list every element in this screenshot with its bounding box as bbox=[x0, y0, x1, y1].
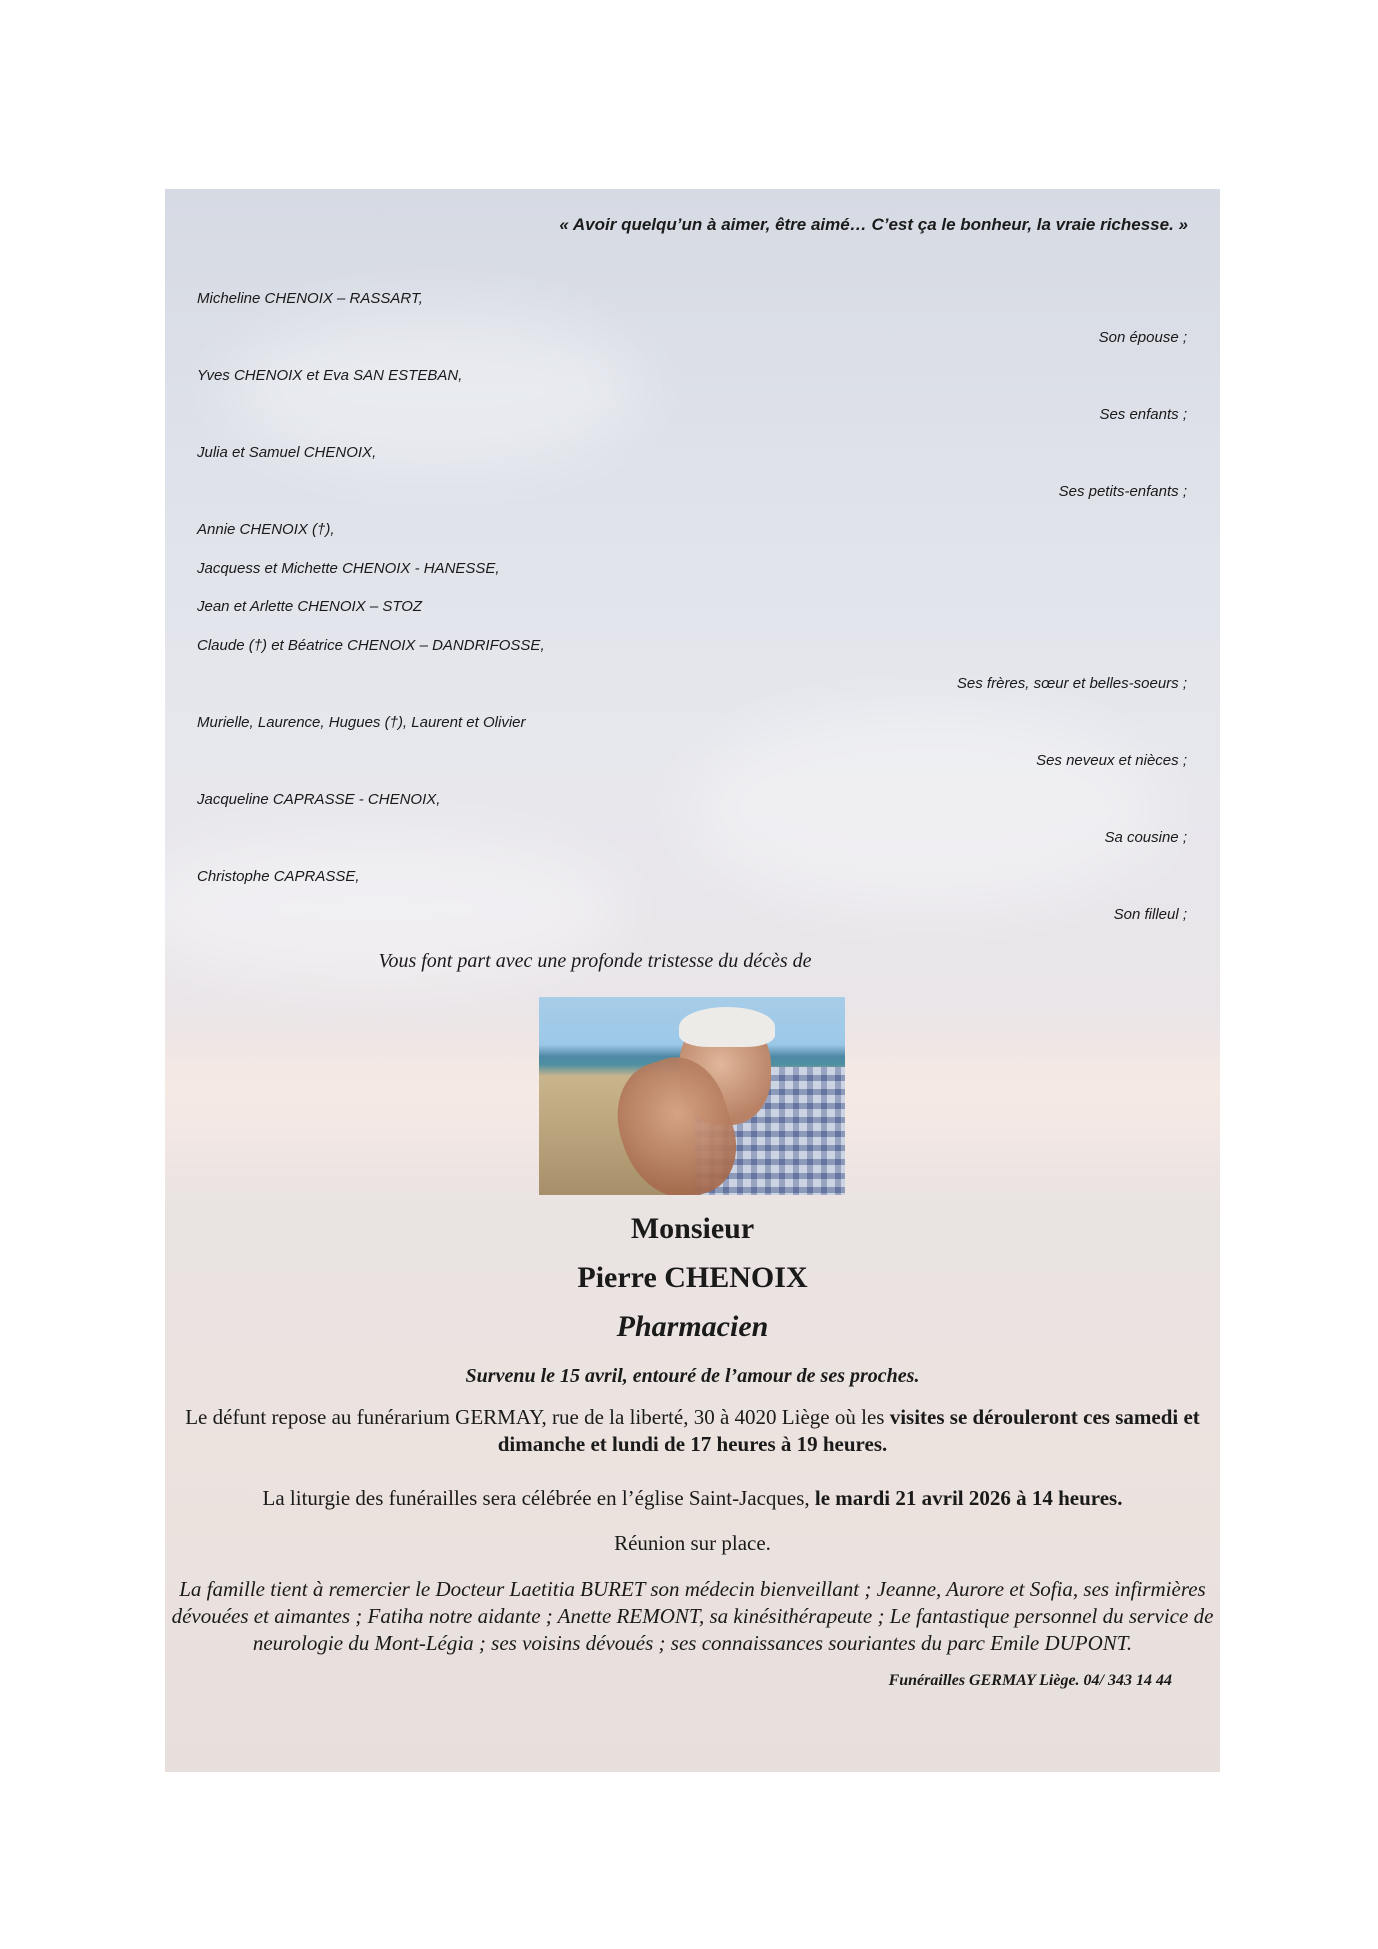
viewing-info-times: visites se dérouleront ces samedi et dimanche et lundi de 17 heures à 19 heures. bbox=[497, 1405, 1200, 1456]
viewing-info-text: Le défunt repose au funérarium GERMAY, rue de la liberté, 30 à 4020 Liège où les bbox=[185, 1405, 890, 1429]
funeral-info bbox=[165, 1485, 1220, 1512]
family-member: Annie CHENOIX (†), bbox=[197, 521, 335, 538]
family-member: Claude (†) et Béatrice CHENOIX – DANDRIFOSSE, bbox=[197, 636, 545, 654]
deceased-profession: Pharmacien bbox=[616, 1310, 769, 1343]
family-member: Micheline CHENOIX – RASSART, bbox=[197, 290, 423, 307]
family-relation: Ses frères, sœur et belles-soeurs ; bbox=[956, 675, 1187, 692]
family-relation: Ses neveux et nièces ; bbox=[1036, 752, 1187, 769]
family-member: Jacquess et Michette CHENOIX - HANESSE, bbox=[197, 559, 500, 577]
family-member: Jacqueline CAPRASSE - CHENOIX, bbox=[197, 790, 441, 808]
civility-title: Monsieur bbox=[630, 1212, 755, 1245]
family-member: Murielle, Laurence, Hugues (†), Laurent et Olivier bbox=[197, 713, 526, 731]
family-member: Christophe CAPRASSE, bbox=[197, 867, 360, 885]
family-relation: Ses petits-enfants ; bbox=[1058, 482, 1187, 500]
deceased-name: Pierre CHENOIX bbox=[577, 1261, 808, 1294]
epigraph-quote: « Avoir quelqu’un à aimer, être aimé… C’est ça le bonheur, la vraie richesse. » bbox=[559, 215, 1188, 234]
obituary-card bbox=[165, 189, 1220, 1772]
funeral-info-text: La liturgie des funérailles sera célébrée en l’église Saint-Jacques, bbox=[262, 1486, 815, 1510]
portrait-photo bbox=[539, 997, 845, 1195]
family-relation: Sa cousine ; bbox=[1104, 829, 1187, 846]
funeral-home-contact: Funérailles GERMAY Liège. 04/ 343 14 44 bbox=[888, 1672, 1172, 1689]
family-relation: Ses enfants ; bbox=[1099, 405, 1187, 423]
family-member: Julia et Samuel CHENOIX, bbox=[197, 444, 377, 461]
family-list bbox=[197, 289, 1187, 944]
viewing-info bbox=[165, 1404, 1220, 1458]
announcement-text: Vous font part avec une profonde tristesse du décès de bbox=[378, 950, 812, 972]
photo-hair bbox=[679, 1007, 775, 1047]
family-relation: Son filleul ; bbox=[1113, 906, 1187, 923]
funeral-info-date: le mardi 21 avril 2026 à 14 heures. bbox=[814, 1486, 1123, 1510]
reunion-info: Réunion sur place. bbox=[614, 1531, 771, 1555]
death-notice: Survenu le 15 avril, entouré de l’amour de ses proches. bbox=[465, 1365, 920, 1387]
acknowledgements: La famille tient à remercier le Docteur Laetitia BURET son médecin bienveillant ; Jeanne, Aurore et Sofia, ses infirmières dévouées et aimantes ; Fatiha notre aidante ; Anette REMONT, sa kinésithérapeute ; Le fantastique personnel du service de neurologie du Mont-Légia ; ses voisins dévoués ; ses connaissances souriantes du parc Emile DUPONT. bbox=[171, 1577, 1214, 1655]
family-relation: Son épouse ; bbox=[1098, 328, 1187, 346]
family-member: Yves CHENOIX et Eva SAN ESTEBAN, bbox=[197, 367, 463, 384]
family-member: Jean et Arlette CHENOIX – STOZ bbox=[197, 598, 423, 615]
